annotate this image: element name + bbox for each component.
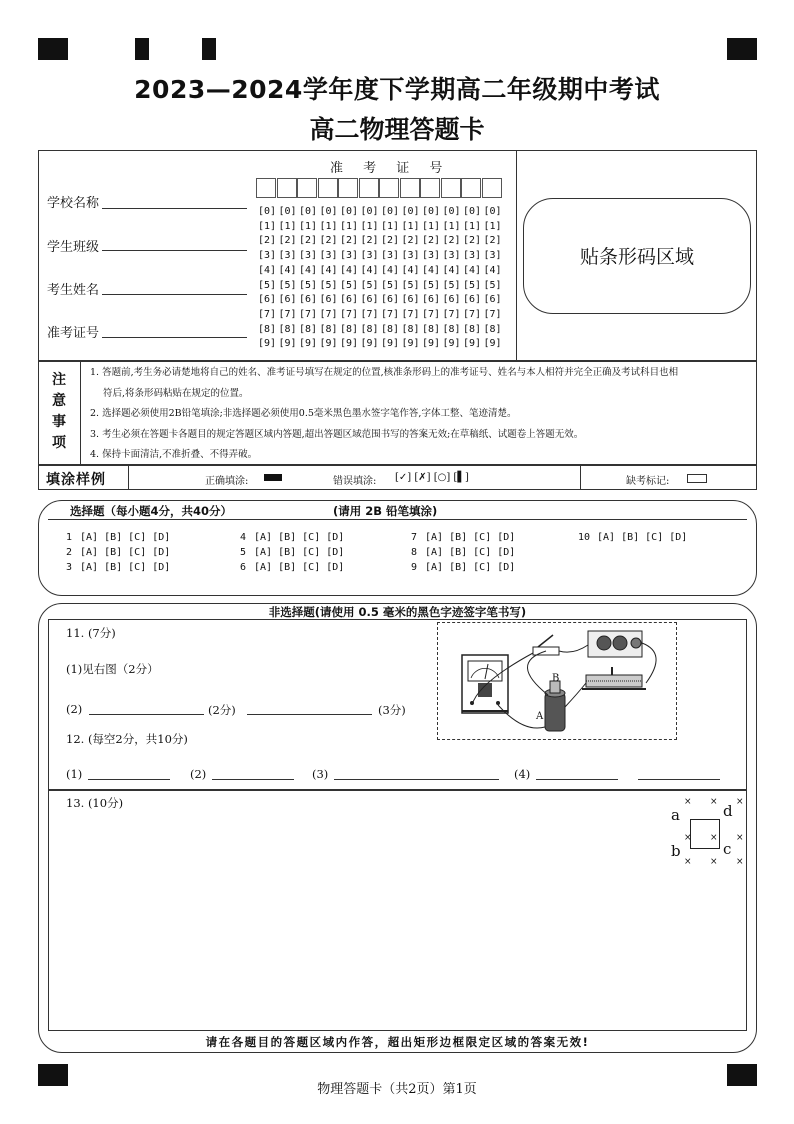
digit-bubble[interactable]: [8]	[319, 323, 338, 335]
field-cross-icon: ×	[736, 857, 744, 867]
digit-bubble[interactable]: [3]	[360, 250, 379, 262]
digit-bubble[interactable]: [3]	[422, 250, 441, 262]
choice-number: 7	[411, 532, 418, 543]
digit-bubble[interactable]: [3]	[278, 250, 297, 262]
digit-bubble[interactable]: [2]	[401, 235, 420, 247]
q11-label: 11. (7分)	[66, 626, 116, 640]
digit-bubble[interactable]: [7]	[381, 308, 400, 320]
digit-bubble[interactable]: [0]	[381, 206, 400, 217]
corner-label-d: d	[723, 802, 733, 820]
coil-icon	[545, 693, 565, 731]
choice-number: 4	[240, 532, 247, 543]
exam-id-digit-column[interactable]	[320, 205, 338, 352]
digit-bubble[interactable]: [8]	[422, 323, 441, 335]
digit-bubble[interactable]: [7]	[340, 308, 359, 320]
exam-id-cell[interactable]	[338, 178, 358, 198]
exam-id-cell[interactable]	[256, 178, 276, 198]
fill-sample-label: 填涂样例	[46, 472, 106, 488]
digit-bubble[interactable]: [3]	[319, 250, 338, 262]
digit-bubble[interactable]: [9]	[360, 338, 379, 350]
notes-heading-char: 意	[52, 393, 66, 409]
digit-bubble[interactable]: [9]	[319, 338, 338, 350]
digit-bubble[interactable]: [1]	[340, 220, 359, 232]
digit-bubble[interactable]: [5]	[483, 279, 502, 291]
choice-title: 选择题（每小题4分，共40分）	[70, 504, 233, 518]
exam-title: 2023—2024学年度下学期高二年级期中考试	[134, 75, 660, 104]
exam-id-cell[interactable]	[359, 178, 379, 198]
digit-bubble[interactable]: [1]	[299, 220, 318, 232]
digit-bubble[interactable]: [9]	[401, 338, 420, 350]
corner-label-b: b	[671, 842, 681, 860]
digit-bubble[interactable]: [6]	[381, 294, 400, 306]
exam-id-digit-column[interactable]	[381, 205, 399, 352]
digit-bubble[interactable]: [4]	[278, 264, 297, 276]
digit-bubble[interactable]: [0]	[299, 206, 318, 217]
digit-bubble[interactable]: [5]	[258, 279, 277, 291]
field-label-name: 考生姓名	[47, 283, 100, 298]
school-field[interactable]	[102, 208, 247, 209]
digit-bubble[interactable]: [0]	[278, 206, 297, 217]
digit-bubble[interactable]: [1]	[360, 220, 379, 232]
alignment-mark	[202, 38, 216, 60]
digit-bubble[interactable]: [6]	[340, 294, 359, 306]
digit-bubble[interactable]: [8]	[483, 323, 502, 335]
digit-bubble[interactable]: [6]	[422, 294, 441, 306]
digit-bubble[interactable]: [7]	[360, 308, 379, 320]
answer-area-q13[interactable]	[48, 790, 747, 1031]
circuit-figure	[437, 622, 677, 740]
field-label-class: 学生班级	[47, 240, 100, 255]
q11-blank-1[interactable]	[89, 714, 204, 715]
field-cross-icon: ×	[710, 833, 718, 843]
digit-bubble[interactable]: [0]	[360, 206, 379, 217]
digit-bubble[interactable]: [6]	[278, 294, 297, 306]
digit-bubble[interactable]: [2]	[319, 235, 338, 247]
digit-bubble[interactable]: [0]	[340, 206, 359, 217]
choice-options[interactable]: [A] [B] [C] [D]	[597, 532, 688, 543]
digit-bubble[interactable]: [0]	[401, 206, 420, 217]
digit-bubble[interactable]: [4]	[422, 264, 441, 276]
sheet-title: 高二物理答题卡	[309, 115, 485, 144]
coil-square	[690, 819, 720, 849]
alignment-mark	[727, 38, 757, 60]
exam-id-cell[interactable]	[318, 178, 338, 198]
digit-bubble[interactable]: [3]	[401, 250, 420, 262]
digit-bubble[interactable]: [8]	[299, 323, 318, 335]
notes-heading-char: 注	[52, 372, 66, 388]
digit-bubble[interactable]: [8]	[278, 323, 297, 335]
choice-number: 2	[66, 547, 73, 558]
digit-bubble[interactable]: [5]	[319, 279, 338, 291]
notes-heading-char: 事	[52, 414, 66, 430]
digit-bubble[interactable]: [3]	[340, 250, 359, 262]
exam-id-cell[interactable]	[277, 178, 297, 198]
digit-bubble[interactable]: [2]	[360, 235, 379, 247]
exam-id-digit-column[interactable]	[299, 205, 317, 352]
correct-fill-label: 正确填涂:	[205, 476, 249, 487]
digit-bubble[interactable]: [5]	[463, 279, 482, 291]
digit-bubble[interactable]: [5]	[299, 279, 318, 291]
digit-bubble[interactable]: [2]	[422, 235, 441, 247]
digit-bubble[interactable]: [3]	[442, 250, 461, 262]
exam-id-cell[interactable]	[441, 178, 461, 198]
answer-warning: 请在各题目的答题区域内作答，超出矩形边框限定区域的答案无效!	[205, 1035, 590, 1049]
fill-divider	[128, 465, 129, 490]
digit-bubble[interactable]: [7]	[319, 308, 338, 320]
field-cross-icon: ×	[684, 857, 692, 867]
digit-bubble[interactable]: [8]	[381, 323, 400, 335]
digit-bubble[interactable]: [0]	[319, 206, 338, 217]
notes-divider	[80, 361, 81, 465]
q12-blank-1[interactable]	[88, 779, 170, 780]
digit-bubble[interactable]: [9]	[483, 338, 502, 350]
digit-bubble[interactable]: [6]	[401, 294, 420, 306]
q13-label: 13. (10分)	[66, 796, 124, 810]
digit-bubble[interactable]: [8]	[463, 323, 482, 335]
digit-bubble[interactable]: [3]	[381, 250, 400, 262]
digit-bubble[interactable]: [8]	[442, 323, 461, 335]
exam-id-digit-column[interactable]	[279, 205, 297, 352]
alignment-mark	[38, 38, 68, 60]
digit-bubble[interactable]: [1]	[401, 220, 420, 232]
exam-id-digit-column[interactable]	[484, 205, 502, 352]
q12-part-1: (1)	[66, 767, 83, 781]
choice-number: 8	[411, 547, 418, 558]
digit-bubble[interactable]: [2]	[258, 235, 277, 247]
note-item: 2. 选择题必须使用2B铅笔填涂;非选择题必须使用0.5毫米黑色墨水签字笔作答,字体工整、笔迹清楚。	[90, 408, 517, 419]
note-item: 4. 保持卡面清洁,不准折叠、不得弄破。	[90, 449, 258, 460]
digit-bubble[interactable]: [0]	[442, 206, 461, 217]
q12-part-3: (3)	[312, 767, 329, 781]
nonchoice-title: 非选择题(请使用 0.5 毫米的黑色字迹签字笔书写)	[268, 605, 527, 619]
q11-part2-label: (2)	[66, 702, 83, 716]
digit-bubble[interactable]: [1]	[422, 220, 441, 232]
wrong-fill-label: 错误填涂:	[333, 476, 377, 487]
digit-bubble[interactable]: [5]	[340, 279, 359, 291]
circuit-label-b: B	[552, 673, 560, 684]
digit-bubble[interactable]: [4]	[360, 264, 379, 276]
choice-options[interactable]: [A] [B] [C] [D]	[254, 562, 345, 573]
digit-bubble[interactable]: [9]	[422, 338, 441, 350]
q12-part-4: (4)	[514, 767, 531, 781]
digit-bubble[interactable]: [6]	[360, 294, 379, 306]
choice-options[interactable]: [A] [B] [C] [D]	[425, 532, 516, 543]
note-item: 1. 答题前,考生务必请楚地将自己的姓名、准考证号填写在规定的位置,核准条形码上的准考证号、姓名与本人相符并完全正确及考试科目也相	[90, 367, 679, 378]
field-cross-icon: ×	[736, 797, 744, 807]
q11-part1: (1)见右图（2分）	[66, 662, 159, 676]
exam-id-cell[interactable]	[482, 178, 502, 198]
digit-bubble[interactable]: [5]	[422, 279, 441, 291]
choice-header-line	[48, 519, 747, 520]
digit-bubble[interactable]: [0]	[483, 206, 502, 217]
choice-options[interactable]: [A] [B] [C] [D]	[254, 532, 345, 543]
q12-blank-3[interactable]	[334, 779, 499, 780]
exam-id-digit-column[interactable]	[258, 205, 276, 352]
absent-mark-box[interactable]	[687, 474, 707, 483]
digit-bubble[interactable]: [4]	[483, 264, 502, 276]
digit-bubble[interactable]: [6]	[483, 294, 502, 306]
class-field[interactable]	[102, 250, 247, 251]
field-cross-icon: ×	[736, 833, 744, 843]
alignment-mark	[135, 38, 149, 60]
digit-bubble[interactable]: [2]	[483, 235, 502, 247]
corner-label-a: a	[671, 806, 680, 824]
digit-bubble[interactable]: [7]	[299, 308, 318, 320]
digit-bubble[interactable]: [3]	[463, 250, 482, 262]
field-label-id: 准考证号	[47, 326, 100, 341]
exam-id-cell[interactable]	[400, 178, 420, 198]
name-field[interactable]	[102, 294, 247, 295]
digit-bubble[interactable]: [2]	[299, 235, 318, 247]
choice-number: 6	[240, 562, 247, 573]
digit-bubble[interactable]: [5]	[442, 279, 461, 291]
digit-bubble[interactable]: [0]	[422, 206, 441, 217]
field-cross-icon: ×	[710, 797, 718, 807]
divider	[516, 150, 517, 361]
exam-id-digit-column[interactable]	[443, 205, 461, 352]
choice-options[interactable]: [A] [B] [C] [D]	[80, 547, 171, 558]
digit-bubble[interactable]: [2]	[381, 235, 400, 247]
digit-bubble[interactable]: [6]	[299, 294, 318, 306]
note-item: 3. 考生必须在答题卡各题目的规定答题区域内答题,超出答题区域范围书写的答案无效;在草稿纸、试题卷上答题无效。	[90, 428, 584, 440]
digit-bubble[interactable]: [5]	[401, 279, 420, 291]
correct-fill-mark	[264, 474, 282, 481]
digit-bubble[interactable]: [7]	[401, 308, 420, 320]
field-cross-icon: ×	[710, 857, 718, 867]
digit-bubble[interactable]: [5]	[360, 279, 379, 291]
exam-id-cell[interactable]	[297, 178, 317, 198]
digit-bubble[interactable]: [4]	[319, 264, 338, 276]
digit-bubble[interactable]: [6]	[258, 294, 277, 306]
choice-options[interactable]: [A] [B] [C] [D]	[425, 547, 516, 558]
choice-options[interactable]: [A] [B] [C] [D]	[425, 562, 516, 573]
field-cross-icon: ×	[684, 833, 692, 843]
digit-bubble[interactable]: [0]	[258, 206, 277, 217]
q12-blank-2[interactable]	[212, 779, 294, 780]
digit-bubble[interactable]: [9]	[299, 338, 318, 350]
digit-bubble[interactable]: [1]	[463, 220, 482, 232]
digit-bubble[interactable]: [1]	[381, 220, 400, 232]
digit-bubble[interactable]: [6]	[442, 294, 461, 306]
choice-hint: (请用 2B 铅笔填涂)	[333, 504, 438, 518]
digit-bubble[interactable]: [5]	[381, 279, 400, 291]
exam-id-cell[interactable]	[379, 178, 399, 198]
digit-bubble[interactable]: [2]	[278, 235, 297, 247]
circuit-label-a: A	[536, 711, 544, 722]
corner-label-c: c	[723, 840, 732, 858]
digit-bubble[interactable]: [9]	[381, 338, 400, 350]
field-label-school: 学校名称	[47, 196, 100, 211]
digit-bubble[interactable]: [3]	[483, 250, 502, 262]
digit-bubble[interactable]: [7]	[442, 308, 461, 320]
notes-heading	[38, 370, 80, 454]
digit-bubble[interactable]: [4]	[340, 264, 359, 276]
digit-bubble[interactable]: [5]	[278, 279, 297, 291]
exam-id-cell[interactable]	[420, 178, 440, 198]
choice-number: 9	[411, 562, 418, 573]
page-footer: 物理答题卡（共2页）第1页	[317, 1082, 477, 1097]
field-cross-icon: ×	[684, 797, 692, 807]
choice-options[interactable]: [A] [B] [C] [D]	[254, 547, 345, 558]
digit-bubble[interactable]: [8]	[401, 323, 420, 335]
choice-number: 5	[240, 547, 247, 558]
digit-bubble[interactable]: [2]	[442, 235, 461, 247]
digit-bubble[interactable]: [8]	[340, 323, 359, 335]
digit-bubble[interactable]: [4]	[258, 264, 277, 276]
digit-bubble[interactable]: [8]	[360, 323, 379, 335]
digit-bubble[interactable]: [9]	[340, 338, 359, 350]
digit-bubble[interactable]: [8]	[258, 323, 277, 335]
absent-label: 缺考标记:	[626, 476, 670, 487]
digit-bubble[interactable]: [6]	[319, 294, 338, 306]
notes-heading-char: 项	[52, 435, 66, 451]
exam-id-digit-column[interactable]	[340, 205, 358, 352]
digit-bubble[interactable]: [6]	[463, 294, 482, 306]
q11-blank-2[interactable]	[247, 714, 372, 715]
digit-bubble[interactable]: [0]	[463, 206, 482, 217]
digit-bubble[interactable]: [7]	[463, 308, 482, 320]
choice-options[interactable]: [A] [B] [C] [D]	[80, 562, 171, 573]
wrong-fill-marks: [✓] [✗] [○] [▌]	[395, 472, 469, 483]
digit-bubble[interactable]: [9]	[278, 338, 297, 350]
barcode-label: 贴条形码区域	[579, 246, 694, 268]
digit-bubble[interactable]: [4]	[381, 264, 400, 276]
digit-bubble[interactable]: [7]	[258, 308, 277, 320]
exam-id-digit-column[interactable]	[402, 205, 420, 352]
choice-options[interactable]: [A] [B] [C] [D]	[80, 532, 171, 543]
digit-bubble[interactable]: [2]	[340, 235, 359, 247]
digit-bubble[interactable]: [7]	[422, 308, 441, 320]
digit-bubble[interactable]: [3]	[299, 250, 318, 262]
digit-bubble[interactable]: [3]	[258, 250, 277, 262]
exam-id-digit-column[interactable]	[463, 205, 481, 352]
fill-divider	[580, 465, 581, 490]
digit-bubble[interactable]: [1]	[319, 220, 338, 232]
note-item: 符后,将条形码粘贴在规定的位置。	[103, 387, 249, 399]
q12-blank-4[interactable]	[536, 779, 618, 780]
digit-bubble[interactable]: [7]	[278, 308, 297, 320]
q12-label: 12. (每空2分，共10分)	[66, 732, 188, 746]
q12-part-2: (2)	[190, 767, 207, 781]
digit-bubble[interactable]: [2]	[463, 235, 482, 247]
digit-bubble[interactable]: [4]	[463, 264, 482, 276]
digit-bubble[interactable]: [9]	[442, 338, 461, 350]
digit-bubble[interactable]: [4]	[401, 264, 420, 276]
digit-bubble[interactable]: [1]	[442, 220, 461, 232]
choice-number: 10	[578, 532, 591, 543]
digit-bubble[interactable]: [9]	[463, 338, 482, 350]
digit-bubble[interactable]: [9]	[258, 338, 277, 350]
exam-id-digit-column[interactable]	[361, 205, 379, 352]
id-field[interactable]	[102, 337, 247, 338]
q11-score-1: (2分)	[208, 703, 236, 717]
q12-blank-5[interactable]	[638, 779, 720, 780]
notes-list	[90, 363, 750, 466]
exam-id-cell[interactable]	[461, 178, 481, 198]
exam-id-label: 准 考 证 号	[330, 161, 451, 176]
digit-bubble[interactable]: [7]	[483, 308, 502, 320]
digit-bubble[interactable]: [4]	[442, 264, 461, 276]
q11-score-2: (3分)	[378, 703, 406, 717]
digit-bubble[interactable]: [4]	[299, 264, 318, 276]
choice-number: 3	[66, 562, 73, 573]
choice-number: 1	[66, 532, 73, 543]
digit-bubble[interactable]: [1]	[483, 220, 502, 232]
digit-bubble[interactable]: [1]	[258, 220, 277, 232]
digit-bubble[interactable]: [1]	[278, 220, 297, 232]
exam-id-digit-column[interactable]	[422, 205, 440, 352]
